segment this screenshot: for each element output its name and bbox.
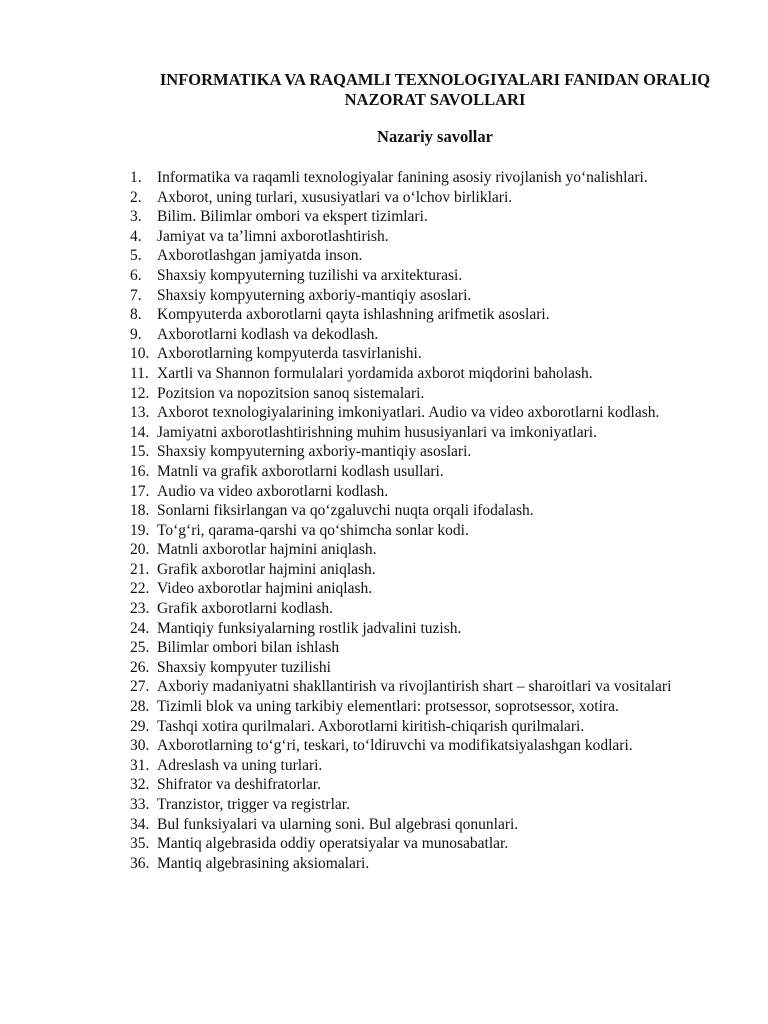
question-number: 20. xyxy=(130,541,150,559)
question-number: 8. xyxy=(130,306,142,324)
question-number: 6. xyxy=(130,266,142,284)
question-number: 26. xyxy=(130,658,150,676)
list-item xyxy=(130,854,714,874)
list-item xyxy=(130,305,714,325)
list-item xyxy=(130,756,714,776)
question-number: 22. xyxy=(130,580,150,598)
list-item xyxy=(130,227,714,247)
question-number: 5. xyxy=(130,247,142,265)
question-text: Shaxsiy kompyuterning axboriy-mantiqiy asoslari. xyxy=(157,286,472,304)
question-text: Mantiq algebrasida oddiy operatsiyalar va munosabatlar. xyxy=(157,835,509,853)
question-number: 17. xyxy=(130,482,150,500)
list-item xyxy=(130,599,714,619)
list-item xyxy=(130,325,714,345)
question-text: Shaxsiy kompyuterning axboriy-mantiqiy asoslari. xyxy=(157,443,472,461)
question-number: 25. xyxy=(130,639,150,657)
question-text: Informatika va raqamli texnologiyalar fanining asosiy rivojlanish yo‘nalishlari. xyxy=(157,169,648,186)
question-text: Tashqi xotira qurilmalari. Axborotlarni kiritish-chiqarish qurilmalari. xyxy=(157,717,585,735)
question-text: Jamiyat va ta’limni axborotlashtirish. xyxy=(157,227,389,245)
list-item xyxy=(130,501,714,521)
question-number: 14. xyxy=(130,423,150,441)
question-text: Tizimli blok va uning tarkibiy elementlari: protsessor, soprotsessor, xotira. xyxy=(157,698,619,716)
list-item xyxy=(130,521,714,541)
question-number: 3. xyxy=(130,208,142,226)
question-text: Bul funksiyalari va ularning soni. Bul algebrasi qonunlari. xyxy=(157,815,519,833)
question-text: Axborot, uning turlari, xususiyatlari va o‘lchov birliklari. xyxy=(157,188,513,206)
question-number: 4. xyxy=(130,227,142,245)
question-text: Shaxsiy kompyuterning tuzilishi va arxitekturasi. xyxy=(157,266,463,284)
question-text: Matnli axborotlar hajmini aniqlash. xyxy=(157,541,377,559)
question-number: 28. xyxy=(130,698,150,716)
list-item xyxy=(130,462,714,482)
document-title: INFORMATIKA VA RAQAMLI TEXNOLOGIYALARI FANIDAN ORALIQ NAZORAT SAVOLLARI xyxy=(159,70,711,109)
question-text: Bilimlar ombori bilan ishlash xyxy=(157,639,340,657)
question-number: 32. xyxy=(130,776,150,794)
question-number: 35. xyxy=(130,835,150,853)
question-text: Shaxsiy kompyuter tuzilishi xyxy=(157,658,331,676)
question-number: 24. xyxy=(130,619,150,637)
list-item xyxy=(130,697,714,717)
question-text: Axborotlashgan jamiyatda inson. xyxy=(157,247,363,265)
list-item xyxy=(130,579,714,599)
question-number: 23. xyxy=(130,600,150,618)
question-text: Jamiyatni axborotlashtirishning muhim hususiyanlari va imkoniyatlari. xyxy=(157,423,597,441)
list-item xyxy=(130,442,714,462)
question-text: Adreslash va uning turlari. xyxy=(157,756,323,774)
question-text: Sonlarni fiksirlangan va qo‘zgaluvchi nuqta orqali ifodalash. xyxy=(157,502,534,520)
list-item xyxy=(130,168,714,188)
question-text: Bilim. Bilimlar ombori va ekspert tizimlari. xyxy=(157,208,428,226)
question-text: Matnli va grafik axborotlarni kodlash usullari. xyxy=(157,462,444,480)
question-text: Grafik axborotlarni kodlash. xyxy=(157,600,334,618)
list-item xyxy=(130,775,714,795)
question-text: Audio va video axborotlarni kodlash. xyxy=(157,482,389,500)
list-item xyxy=(130,482,714,502)
question-text: Axboriy madaniyatni shakllantirish va rivojlantirish shart – sharoitlari va vositalari xyxy=(157,678,672,696)
list-item xyxy=(130,717,714,737)
question-text: Tranzistor, trigger va registrlar. xyxy=(157,796,350,813)
questions-list xyxy=(130,168,714,873)
list-item xyxy=(130,423,714,443)
question-text: Kompyuterda axborotlarni qayta ishlashning arifmetik asoslari. xyxy=(157,306,550,324)
list-item xyxy=(130,403,714,423)
question-number: 13. xyxy=(130,404,150,422)
question-number: 11. xyxy=(130,364,149,382)
section-title: Nazariy savollar xyxy=(377,127,493,146)
question-number: 29. xyxy=(130,717,150,735)
question-number: 33. xyxy=(130,796,150,813)
question-text: Axborotlarni kodlash va dekodlash. xyxy=(157,325,379,343)
question-number: 16. xyxy=(130,462,150,480)
question-text: Axborotlarning kompyuterda tasvirlanishi. xyxy=(157,345,422,363)
list-item xyxy=(130,560,714,580)
list-item xyxy=(130,364,714,384)
list-item xyxy=(130,736,714,756)
question-number: 12. xyxy=(130,384,150,402)
question-number: 15. xyxy=(130,443,150,461)
question-text: Grafik axborotlar hajmini aniqlash. xyxy=(157,560,376,578)
question-number: 27. xyxy=(130,678,150,696)
question-text: Mantiqiy funksiyalarning rostlik jadvalini tuzish. xyxy=(157,619,462,637)
question-number: 30. xyxy=(130,737,150,755)
list-item xyxy=(130,266,714,286)
list-item xyxy=(130,344,714,364)
list-item xyxy=(130,246,714,266)
question-text: Axborot texnologiyalarining imkoniyatlari. Audio va video axborotlarni kodlash. xyxy=(157,404,660,422)
question-number: 2. xyxy=(130,188,142,206)
question-text: Shifrator va deshifratorlar. xyxy=(157,776,321,794)
question-text: Axborotlarning to‘g‘ri, teskari, to‘ldiruvchi va modifikatsiyalashgan kodlari. xyxy=(157,737,633,755)
list-item xyxy=(130,638,714,658)
list-item xyxy=(130,619,714,639)
question-number: 19. xyxy=(130,521,150,539)
question-text: Mantiq algebrasining aksiomalari. xyxy=(157,854,370,872)
list-item xyxy=(130,795,714,815)
list-item xyxy=(130,188,714,208)
list-item xyxy=(130,540,714,560)
question-text: Pozitsion va nopozitsion sanoq sistemalari. xyxy=(157,384,425,402)
question-number: 31. xyxy=(130,756,150,774)
question-number: 1. xyxy=(130,169,142,186)
list-item xyxy=(130,815,714,835)
question-number: 7. xyxy=(130,286,142,304)
question-number: 34. xyxy=(130,815,150,833)
question-number: 9. xyxy=(130,325,142,343)
list-item xyxy=(130,658,714,678)
question-text: Video axborotlar hajmini aniqlash. xyxy=(157,580,373,598)
list-item xyxy=(130,286,714,306)
question-number: 21. xyxy=(130,560,150,578)
question-number: 18. xyxy=(130,502,150,520)
question-text: To‘g‘ri, qarama-qarshi va qo‘shimcha sonlar kodi. xyxy=(157,521,469,539)
question-number: 36. xyxy=(130,854,150,872)
question-text: Xartli va Shannon formulalari yordamida axborot miqdorini baholash. xyxy=(157,364,593,382)
question-number: 10. xyxy=(130,345,150,363)
list-item xyxy=(130,677,714,697)
list-item xyxy=(130,834,714,854)
list-item xyxy=(130,384,714,404)
list-item xyxy=(130,207,714,227)
